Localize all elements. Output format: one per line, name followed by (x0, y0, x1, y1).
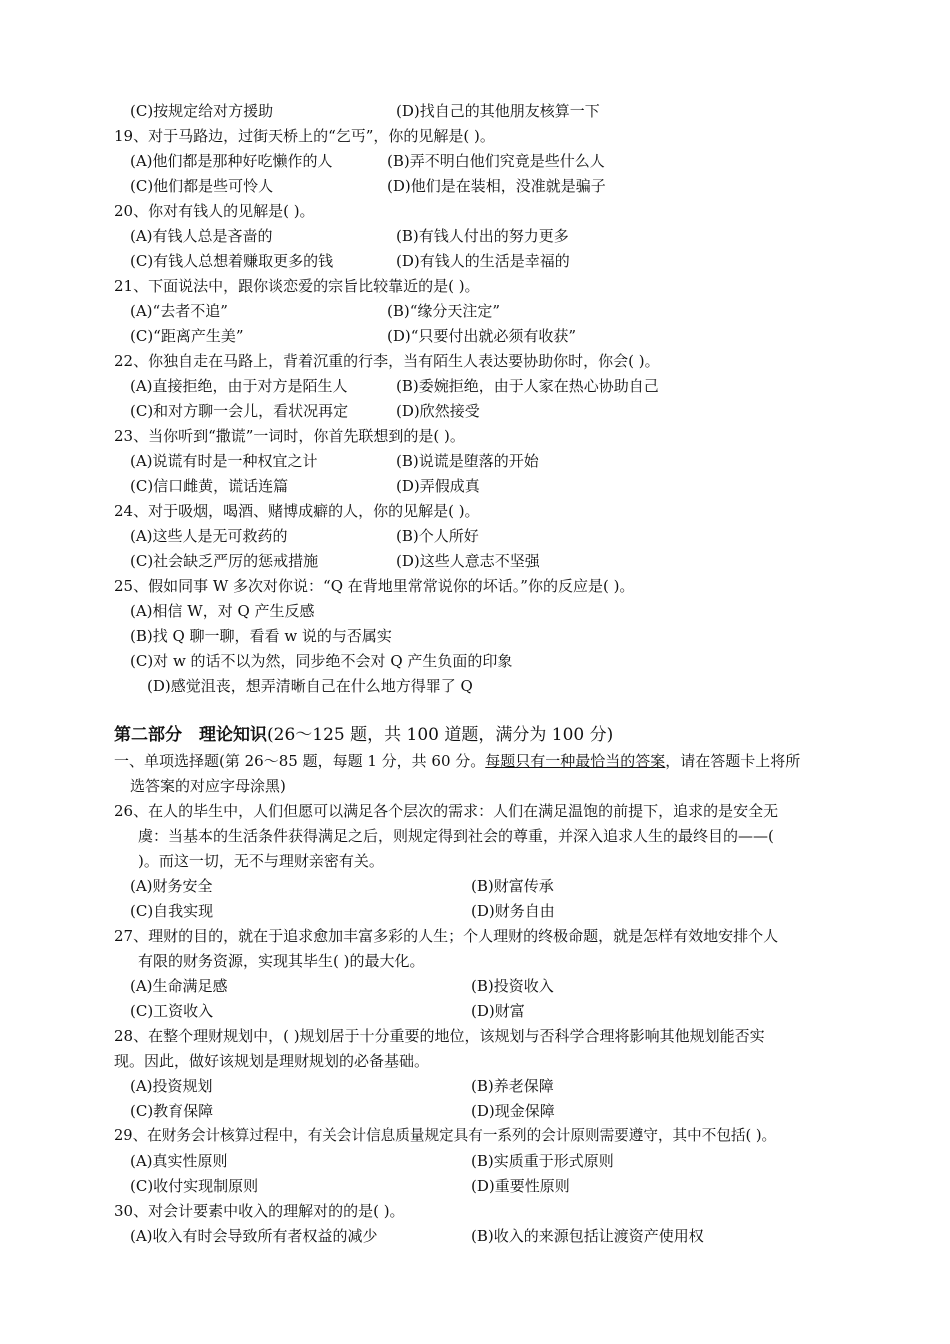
q25-option-b: (B)找 Q 聊一聊，看看 w 说的与否属实 (130, 627, 392, 645)
q29-option-b: (B)实质重于形式原则 (471, 1152, 614, 1170)
q26-option-d: (D)财务自由 (471, 902, 555, 920)
q27-option-d: (D)财富 (471, 1002, 525, 1020)
q25-option-a: (A)相信 W，对 Q 产生反感 (130, 602, 315, 620)
q28-option-c: (C)教育保障 (130, 1102, 214, 1120)
q18-option-d: (D)找自己的其他朋友核算一下 (396, 102, 600, 120)
q24-option-a: (A)这些人是无可救药的 (130, 527, 288, 545)
q27-option-c: (C)工资收入 (130, 1002, 214, 1020)
q28-option-b: (B)养老保障 (471, 1077, 554, 1095)
q25-option-c: (C)对 w 的话不以为然，同步绝不会对 Q 产生负面的印象 (130, 652, 513, 670)
q19-option-a: (A)他们都是那种好吃懒作的人 (130, 152, 333, 170)
q22-option-d: (D)欣然接受 (396, 402, 480, 420)
q21-option-d: (D)“只要付出就必须有收获” (387, 327, 577, 345)
q21-stem: 21、下面说法中，跟你谈恋爱的宗旨比较靠近的是( )。 (114, 277, 480, 295)
q25-option-d: (D)感觉沮丧，想弄清晰自己在什么地方得罪了 Q (147, 677, 473, 695)
q27-stem-line2: 有限的财务资源，实现其毕生( )的最大化。 (138, 952, 425, 970)
q23-option-c: (C)信口雌黄，谎话连篇 (130, 477, 289, 495)
q27-option-a: (A)生命满足感 (130, 977, 228, 995)
part2-title-rest: (26～125 题，共 100 道题，满分为 100 分) (267, 725, 614, 745)
q26-option-b: (B)财富传承 (471, 877, 554, 895)
q19-option-d: (D)他们是在装相，没准就是骗子 (387, 177, 606, 195)
q23-option-b: (B)说谎是堕落的开始 (396, 452, 539, 470)
q22-option-b: (B)委婉拒绝，由于人家在热心协助自己 (396, 377, 659, 395)
q30-stem: 30、对会计要素中收入的理解对的的是( )。 (114, 1202, 405, 1220)
q19-option-c: (C)他们都是些可怜人 (130, 177, 274, 195)
q30-option-a: (A)收入有时会导致所有者权益的减少 (130, 1227, 378, 1245)
q24-stem: 24、对于吸烟，喝酒、赌博成癖的人，你的见解是( )。 (114, 502, 480, 520)
q21-option-c: (C)“距离产生美” (130, 327, 244, 345)
q30-option-b: (B)收入的来源包括让渡资产使用权 (471, 1227, 704, 1245)
q26-stem-line3: )。而这一切，无不与理财亲密有关。 (138, 852, 384, 870)
q21-option-a: (A)“去者不追” (130, 302, 228, 320)
q20-option-c: (C)有钱人总想着赚取更多的钱 (130, 252, 334, 270)
q24-option-c: (C)社会缺乏严厉的惩戒措施 (130, 552, 319, 570)
q27-stem-line1: 27、理财的目的，就在于追求愈加丰富多彩的人生；个人理财的终极命题，就是怎样有效地安排个人 (114, 927, 779, 945)
q26-option-c: (C)自我实现 (130, 902, 214, 920)
q23-stem: 23、当你听到“撒谎”一词时，你首先联想到的是( )。 (114, 427, 465, 445)
q27-option-b: (B)投资收入 (471, 977, 554, 995)
q19-stem: 19、对于马路边，过街天桥上的“乞丐”，你的见解是( )。 (114, 127, 495, 145)
part2-title-bold: 第二部分 理论知识 (114, 725, 267, 745)
q28-option-d: (D)现金保障 (471, 1102, 555, 1120)
q23-option-a: (A)说谎有时是一种权宜之计 (130, 452, 318, 470)
q28-stem-line2: 现。因此，做好该规划是理财规划的必备基础。 (114, 1052, 430, 1070)
q22-stem: 22、你独自走在马路上，背着沉重的行李，当有陌生人表达要协助你时，你会( )。 (114, 352, 660, 370)
section1-instructions-line2: 选答案的对应字母涂黑) (130, 777, 286, 795)
q23-option-d: (D)弄假成真 (396, 477, 480, 495)
q29-stem: 29、在财务会计核算过程中，有关会计信息质量规定具有一系列的会计原则需要遵守，其中不包括( )。 (114, 1127, 777, 1144)
q29-option-d: (D)重要性原则 (471, 1177, 570, 1195)
section1-post: ，请在答题卡上将所 (665, 752, 801, 770)
q18-option-c: (C)按规定给对方援助 (130, 102, 274, 120)
q20-option-d: (D)有钱人的生活是幸福的 (396, 252, 570, 270)
q28-option-a: (A)投资规划 (130, 1077, 213, 1095)
q29-option-c: (C)收付实现制原则 (130, 1177, 259, 1195)
q25-stem: 25、假如同事 W 多次对你说：“Q 在背地里常常说你的坏话。”你的反应是( )。 (114, 577, 635, 595)
q29-option-a: (A)真实性原则 (130, 1152, 228, 1170)
q20-option-a: (A)有钱人总是吝啬的 (130, 227, 273, 245)
q24-option-d: (D)这些人意志不坚强 (396, 552, 540, 570)
q19-option-b: (B)弄不明白他们究竟是些什么人 (387, 152, 605, 170)
section1-instructions (114, 751, 800, 771)
q24-option-b: (B)个人所好 (396, 527, 479, 545)
q20-stem: 20、你对有钱人的见解是( )。 (114, 202, 315, 220)
section1-underline: 每题只有一种最恰当的答案 (485, 752, 666, 770)
q26-stem-line2: 虞：当基本的生活条件获得满足之后，则规定得到社会的尊重，并深入追求人生的最终目的——( (138, 827, 774, 845)
q22-option-a: (A)直接拒绝，由于对方是陌生人 (130, 377, 348, 395)
q20-option-b: (B)有钱人付出的努力更多 (396, 227, 569, 245)
q26-option-a: (A)财务安全 (130, 877, 213, 895)
part2-title (114, 725, 613, 745)
q28-stem-line1: 28、在整个理财规划中，( )规划居于十分重要的地位，该规划与否科学合理将影响其他规划能否实 (114, 1027, 765, 1045)
section1-pre: 一、单项选择题(第 26～85 题，每题 1 分，共 60 分。 (114, 752, 486, 770)
q26-stem-line1: 26、在人的毕生中，人们但愿可以满足各个层次的需求：人们在满足温饱的前提下，追求的是安全无 (114, 802, 779, 820)
q22-option-c: (C)和对方聊一会儿，看状况再定 (130, 402, 349, 420)
q21-option-b: (B)“缘分天注定” (387, 302, 501, 320)
